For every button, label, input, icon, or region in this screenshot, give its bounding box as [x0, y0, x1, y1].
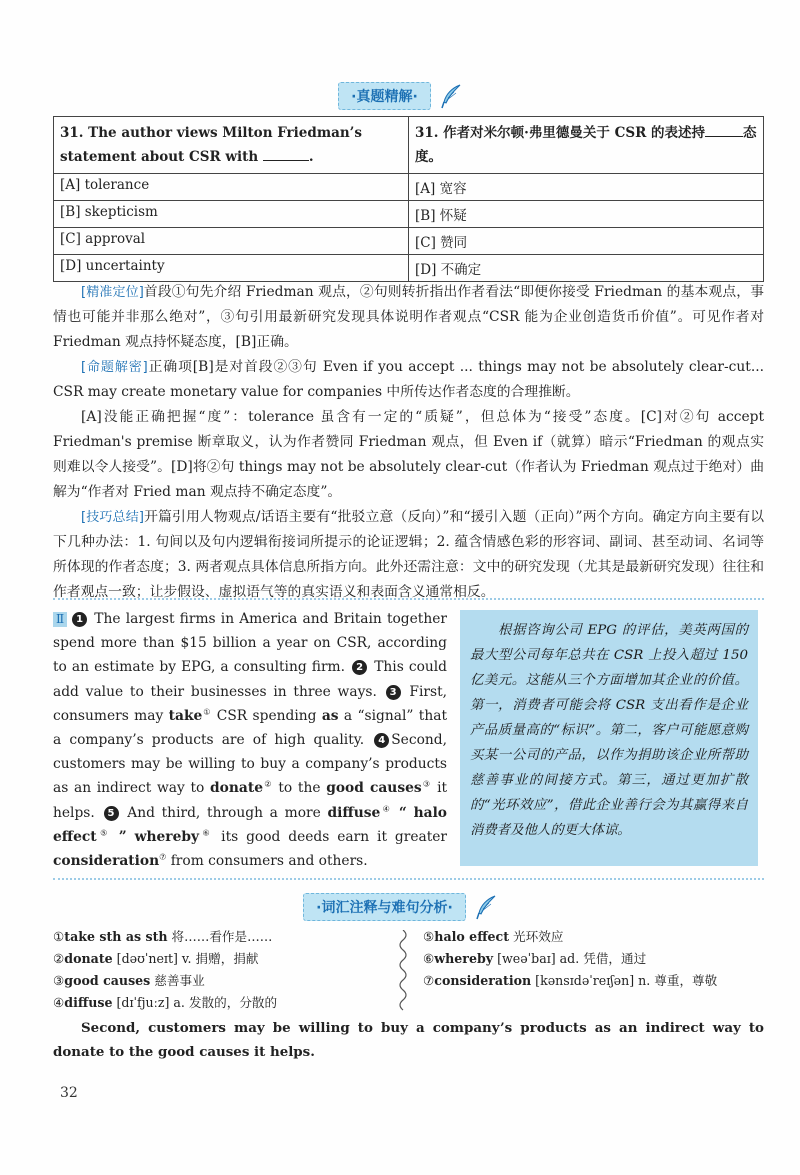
option-en: [D] uncertainty [54, 255, 409, 282]
translation-text: 根据咨询公司 EPG 的评估，美英两国的最大型公司每年总共在 CSR 上投入超过 150 亿美元。这能从三个方面增加其企业的价值。第一，消费者可能会将 CSR 支出看作是企业产品质量高的“标识”。第二，客户可能愿意购买某一公司的产品，以作为捐助该企业所帮助慈善事业的间接方式。第三，通过更加扩散的“光环效应”，借此企业善行会为其赢得来自消费者及他人的更大体谅。 [470, 623, 748, 838]
section-banner-exam-analysis [0, 82, 800, 110]
explanation [53, 280, 764, 605]
explain-locate: [精准定位]首段①句先介绍 Friedman 观点，②句则转折指出作者看法“即便你接受 Friedman 的基本观点，事情也可能并非那么绝对”，③句引用最新研究发现具体说明作者观点“CSR 能为企业创造货币价值”。可见作者对 Friedman 观点持怀疑态度，[B]正确。 [53, 284, 764, 350]
feather-pen-icon [475, 895, 497, 921]
option-en: [B] skepticism [54, 201, 409, 228]
option-zh: [A] 宽容 [409, 174, 764, 201]
difficult-sentence: Second, customers may be willing to buy a company’s products as an indirect way to donate to the good causes it helps. [53, 1020, 764, 1060]
sentence-number: 1 [72, 612, 87, 627]
vocab-item: ⑤halo effect 光环效应 [423, 929, 564, 944]
banner-title: ·词汇注释与难句分析· [303, 893, 466, 921]
section-banner-vocab [0, 893, 800, 921]
translation-box [460, 610, 758, 866]
vocab-word: consideration [53, 853, 160, 870]
vocab-word: whereby [134, 828, 200, 845]
vocab-word: donate [210, 780, 263, 797]
vocab-word: take [168, 707, 203, 724]
vocab-word: halo effect [53, 804, 448, 845]
explain-skills: [技巧总结]开篇引用人物观点/话语主要有“批驳立意（反向）”和“援引入题（正向）”两个方向。确定方向主要有以下几种办法：1. 句间以及句内逻辑衔接词所提示的论证逻辑；2. 蕴含情感色彩的形容词、副词、甚至动词、名词等所体现的作者态度；3. 两者观点具体信息所指方向。此外还需注意：文中的研究发现（尤其是最新研究发现）往往和作者观点一致；让步假设、虚拟语气等的真实语义和表面含义通常相反。 [53, 509, 764, 600]
option-zh: [B] 怀疑 [409, 201, 764, 228]
wavy-divider [396, 930, 410, 1014]
banner-title: ·真题精解· [338, 82, 431, 110]
option-row [54, 228, 764, 255]
question-table [53, 116, 764, 282]
vocab-item: ③good causes 慈善事业 [53, 973, 205, 988]
feather-pen-icon [440, 84, 462, 110]
vocab-item: ④diffuse [dɪˈfjuːz] a. 发散的，分散的 [53, 995, 278, 1010]
explain-distractors: [A]没能正确把握“度”：tolerance 虽含有一定的“质疑”，但总体为“接受”态度。[C]对②句 accept Friedman's premise 断章取义，认为作者赞同 Friedman 观点，但 Even if（就算）暗示“Friedman 的观点实则难以令人接受”。[D]将②句 things may not be absolutely clear-cut（作者认为 Friedman 观点过于绝对）曲解为“作者对 Fried man 观点持不确定态度”。 [53, 409, 764, 500]
passage-text: Ⅱ 1 The largest firms in America and Britain together spend more than $15 billion a year on CSR, according to an estimate by EPG, a consulting firm. 2 This could add value to their businesses in three ways. 3 First, consumers may take① CSR spending as a “signal” that a company’s products are of high quality. 4 Second, customers may be willing to buy a company’s products as an indirect way to donate② to the good causes③ it helps. 5 And third, through a more diffuse④ “ halo effect⑤ ” whereby⑥ its good deeds earn it greater consideration⑦ from consumers and others. [53, 611, 448, 870]
option-row [54, 255, 764, 282]
sentence-number: 2 [352, 660, 367, 675]
vocab-item: ⑦consideration [kənsɪdəˈreɪʃən] n. 尊重，尊敬 [423, 973, 718, 988]
sentence-number: 3 [386, 685, 401, 700]
vocab-list-right [423, 926, 717, 992]
section-number: Ⅱ [53, 612, 67, 627]
vocab-item: ②donate [dəʊˈneɪt] v. 捐赠，捐献 [53, 951, 259, 966]
divider [53, 598, 764, 600]
sentence-number: 5 [104, 806, 119, 821]
option-row [54, 201, 764, 228]
vocab-word: diffuse [327, 804, 381, 821]
question-stem-en: 31. The author views Milton Friedman’s statement about CSR with . [54, 117, 409, 174]
explain-decode: [命题解密]正确项[B]是对首段②③句 Even if you accept ... things may not be absolutely clear-cut... CSR may create monetary value for companies 中所传达作者态度的合理推断。 [53, 359, 764, 400]
option-en: [C] approval [54, 228, 409, 255]
question-stem-zh: 31. 作者对米尔顿·弗里德曼关于 CSR 的表述持 态度。 [409, 117, 764, 174]
vocab-item: ⑥whereby [weəˈbaɪ] ad. 凭借，通过 [423, 951, 647, 966]
vocab-list-left [53, 926, 277, 1014]
divider [53, 878, 764, 880]
page-number: 32 [60, 1085, 78, 1101]
option-zh: [C] 赞同 [409, 228, 764, 255]
option-row [54, 174, 764, 201]
sentence-number: 4 [374, 733, 389, 748]
vocab-word: good causes [326, 780, 422, 797]
option-en: [A] tolerance [54, 174, 409, 201]
vocab-item: ①take sth as sth 将……看作是…… [53, 929, 273, 944]
option-zh: [D] 不确定 [409, 255, 764, 282]
